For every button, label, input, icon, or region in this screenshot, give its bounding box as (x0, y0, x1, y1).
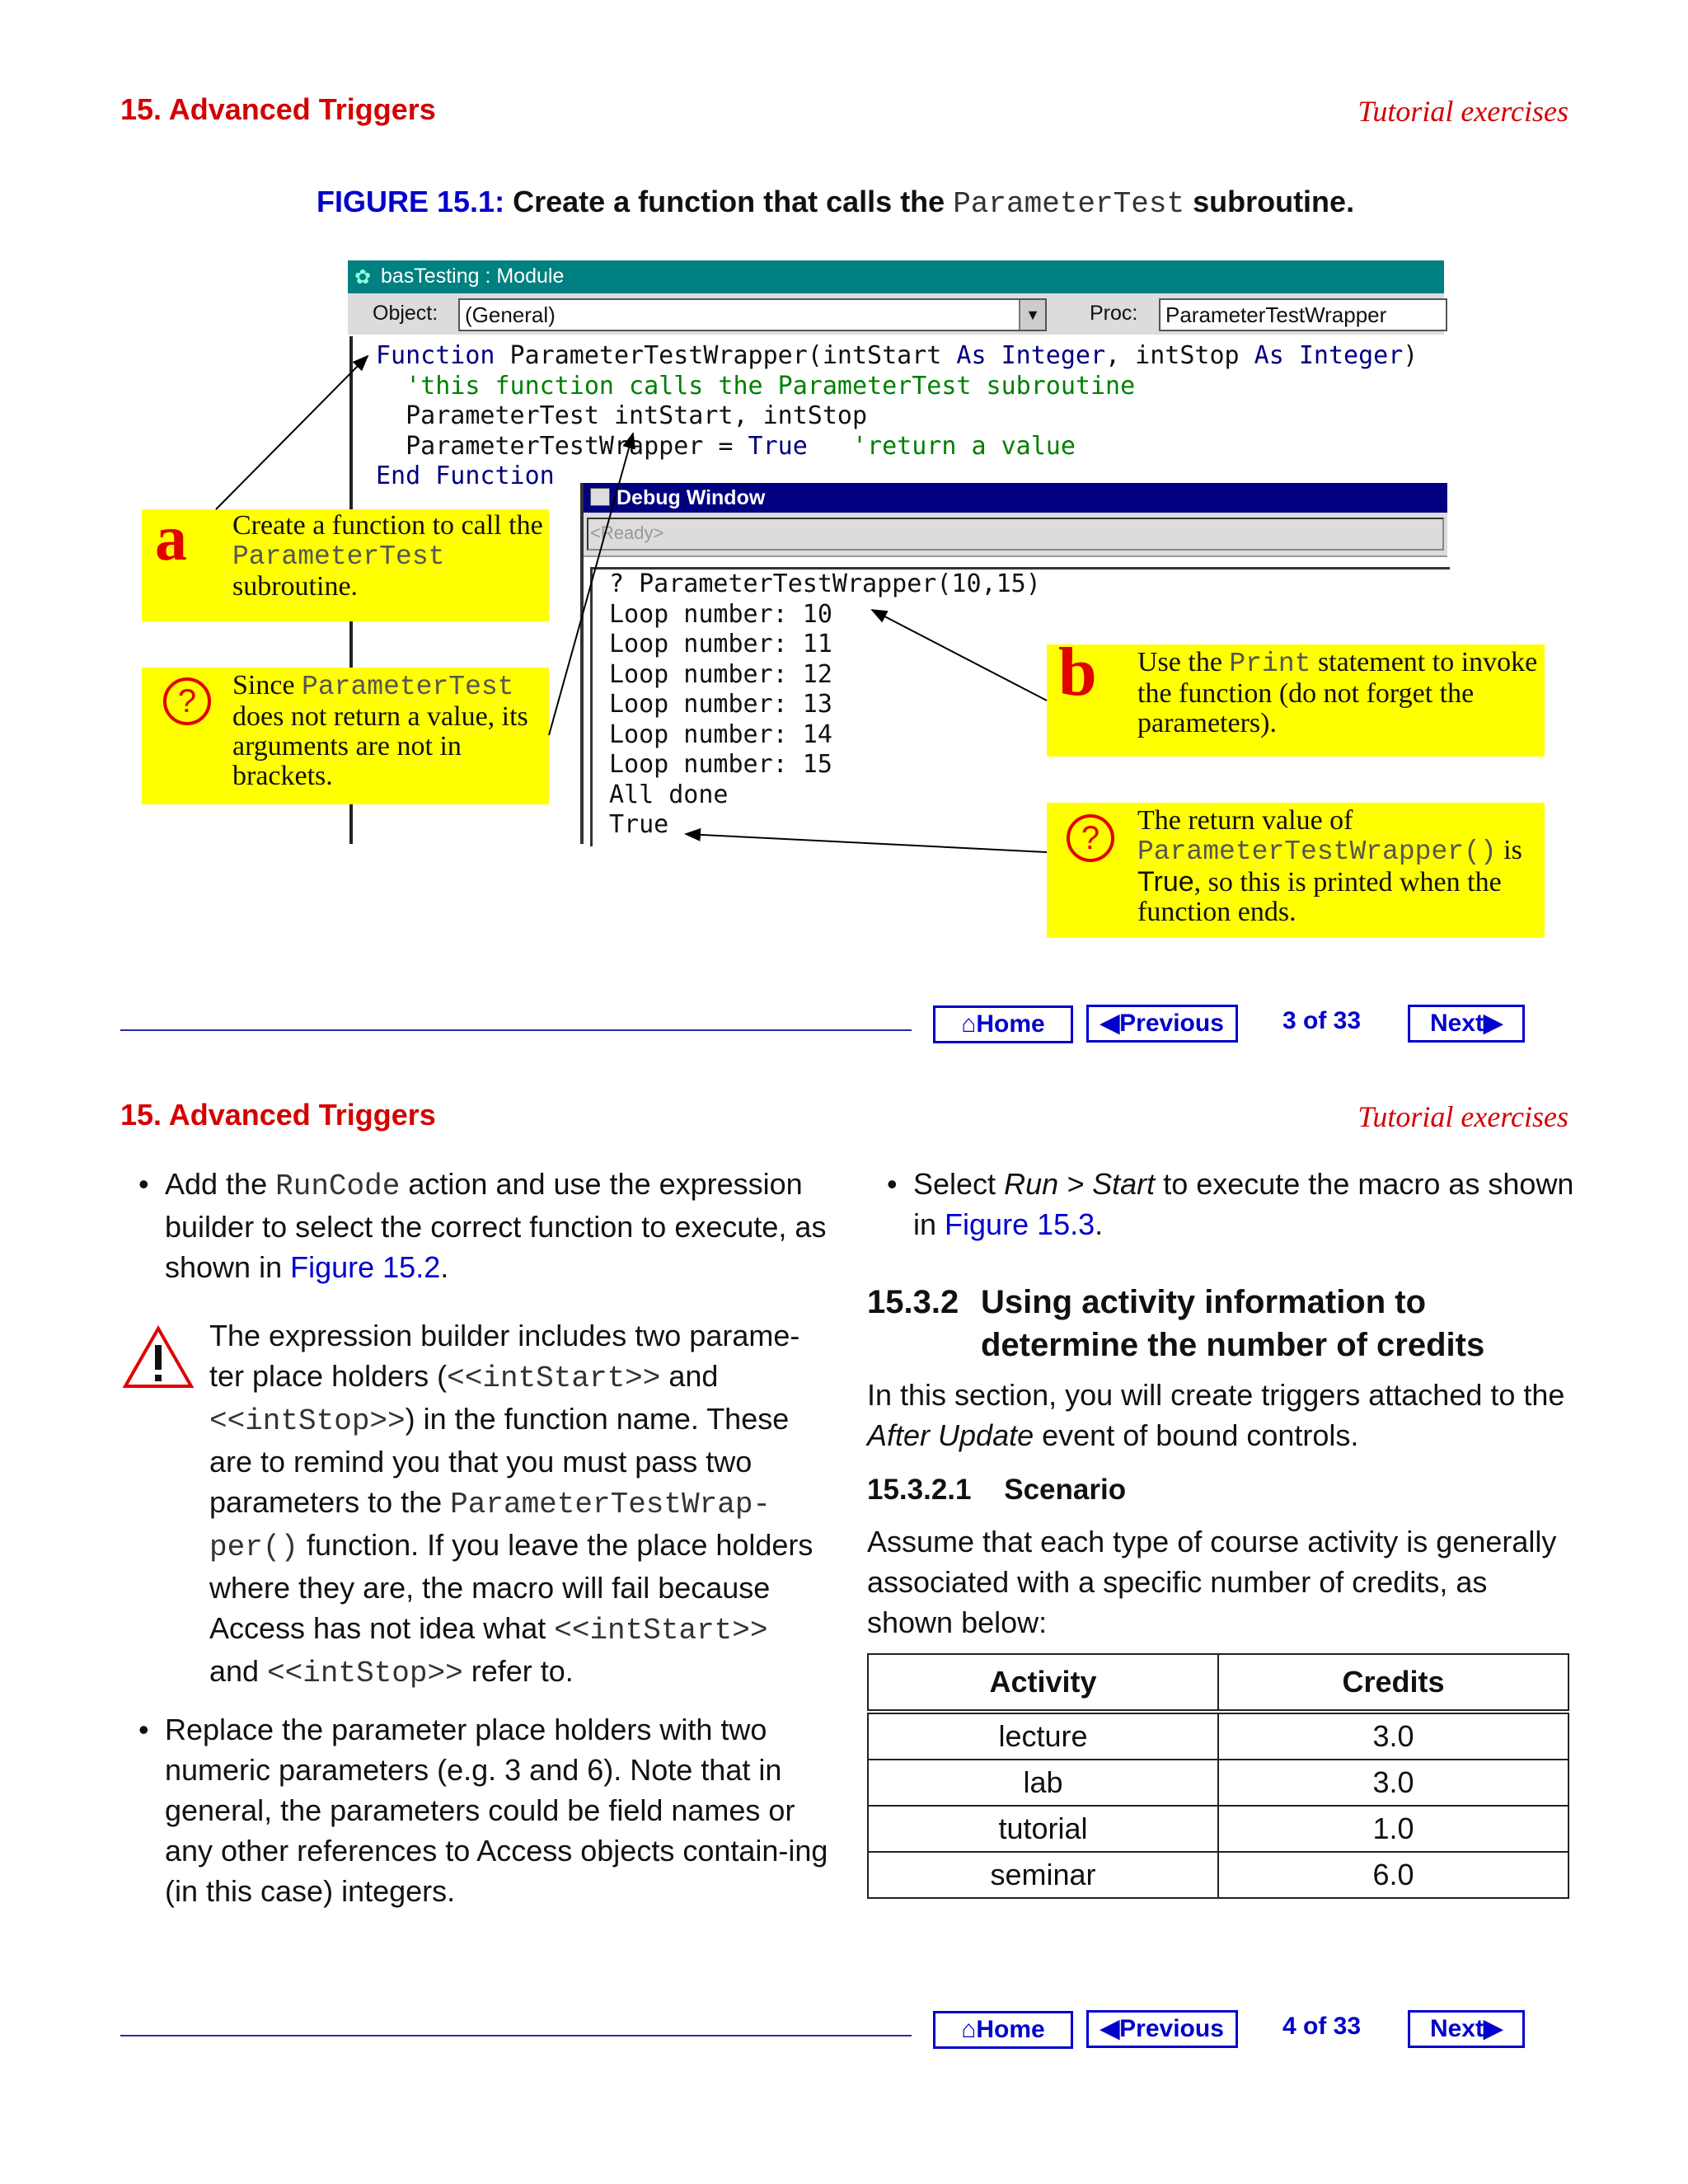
column-header: Credits (1218, 1654, 1568, 1712)
callout-text: Since (232, 670, 295, 701)
warning-part: refer to. (462, 1654, 574, 1688)
triangle-right-icon: ▶ (1483, 1010, 1503, 1037)
previous-button[interactable] (1086, 1005, 1238, 1043)
para-text: event of bound controls. (1042, 1418, 1359, 1452)
home-button[interactable] (933, 1005, 1073, 1043)
callout-text: statement to invoke the function (do not forget the parameters). (1137, 647, 1538, 738)
credits-cell: 3.0 (1218, 1760, 1568, 1806)
credits-table (867, 1653, 1569, 1899)
code-comment: 'return a value (807, 431, 1076, 461)
inline-code: <<intStop>> (267, 1657, 463, 1690)
debug-line: ? ParameterTestWrapper(10,15) (609, 569, 1041, 598)
object-label: Object: (373, 302, 438, 325)
credits-cell: 3.0 (1218, 1712, 1568, 1760)
module-title: basTesting : Module (381, 265, 565, 288)
figure-code: ParameterTest (953, 187, 1185, 221)
callout-code: ParameterTest (302, 672, 514, 702)
debug-line: True (609, 810, 669, 839)
home-label: Home (976, 1010, 1045, 1038)
code-keyword: As Integer (956, 341, 1106, 370)
activity-cell: tutorial (868, 1806, 1218, 1852)
callout-a-letter: a (155, 502, 187, 574)
bullet-dot: • (887, 1167, 898, 1201)
bullet-replace (138, 1709, 831, 1911)
next-label: Next (1429, 1010, 1484, 1037)
callout-text: , so this is printed when the function ends. (1137, 867, 1502, 927)
home-icon: ⌂ (961, 2016, 977, 2043)
callout-arrows (0, 0, 1688, 989)
inline-code: <<intStart>> (447, 1361, 661, 1395)
inline-code: ParameterTestWrap-per() (209, 1488, 771, 1564)
subheading-number: 15.3.2.1 (867, 1474, 972, 1506)
bullet-dot: • (138, 1713, 149, 1746)
debug-status: <Ready> (590, 523, 664, 543)
event-name: After Update (867, 1418, 1034, 1452)
module-icon: ✿ (354, 266, 372, 288)
code-text: ParameterTestWrapper = (376, 431, 748, 461)
column-header: Activity (868, 1654, 1218, 1712)
section-title: 15. Advanced Triggers (120, 92, 436, 126)
bullet-dot: • (138, 1167, 149, 1201)
heading-number: 15.3.2 (867, 1284, 959, 1320)
code-keyword: End Function (376, 462, 555, 490)
code-keyword: As Integer (1254, 341, 1404, 370)
code-text: ) (1403, 341, 1418, 370)
callout-code: ParameterTest (232, 541, 445, 572)
inline-code: <<intStop>> (209, 1404, 406, 1438)
home-icon: ⌂ (961, 1010, 977, 1038)
bullet-text: Replace the parameter place holders with two numeric parameters (e.g. 3 and 6). Note that in general, the parameters could be field names or any other references to Access objects contain-ing (in this case) integers. (165, 1713, 828, 1908)
proc-value: ParameterTestWrapper (1165, 302, 1387, 327)
subheading-text: Scenario (1004, 1474, 1127, 1506)
object-value: (General) (465, 302, 556, 327)
proc-label: Proc: (1090, 302, 1138, 325)
code-keyword: Function (376, 341, 495, 370)
warning-icon (122, 1325, 195, 1390)
bullet-text: . (440, 1250, 449, 1284)
debug-line: All done (609, 780, 729, 809)
callout-true: True (1137, 866, 1194, 898)
arrow-a (216, 356, 368, 509)
arrow-q2 (686, 834, 1047, 852)
inline-code: <<intStart>> (554, 1614, 768, 1647)
bullet-text: Add the (165, 1167, 268, 1201)
table-header-row (868, 1654, 1568, 1712)
debug-line: Loop number: 14 (609, 719, 832, 749)
table-row (868, 1760, 1568, 1806)
table-row (868, 1852, 1568, 1898)
section-heading (867, 1281, 1576, 1366)
bullet-text: to execute the macro as shown in (913, 1167, 1574, 1241)
code-text: ParameterTest intStart, intStop (376, 401, 868, 430)
code-keyword: True (748, 431, 808, 461)
previous-label: Previous (1119, 2015, 1224, 2042)
warning-text (209, 1315, 819, 1694)
page-indicator: 3 of 33 (1282, 1007, 1362, 1034)
callout-text: subroutine. (232, 571, 359, 602)
question-icon: ? (1067, 814, 1114, 862)
home-button[interactable] (933, 2011, 1073, 2049)
figure-link[interactable]: Figure 15.3 (945, 1207, 1095, 1241)
heading-text: Using activity information to determine the number of credits (981, 1284, 1485, 1363)
warning-part: The expression builder includes two parame-ter place holders ( (209, 1319, 800, 1393)
warning-part: ) in the function name. These are to remind you that you must pass two parameters to the (209, 1402, 790, 1519)
code-text: , intStop (1105, 341, 1254, 370)
inline-code: RunCode (275, 1169, 401, 1203)
debug-line: Loop number: 11 (609, 630, 832, 658)
bullet-runcode (138, 1164, 831, 1287)
callout-code: Print (1229, 649, 1311, 679)
debug-line: Loop number: 12 (609, 659, 832, 689)
tutorial-label: Tutorial exercises (1357, 1100, 1568, 1133)
question-icon: ? (163, 677, 211, 725)
triangle-left-icon: ◀ (1100, 2015, 1120, 2042)
callout-code: ParameterTestWrapper() (1137, 837, 1497, 867)
activity-cell: lecture (868, 1712, 1218, 1760)
callout-text: Create a function to call the (232, 510, 543, 541)
paragraph-scenario: Assume that each type of course activity is generally associated with a specific number of credits, as shown below: (867, 1525, 1557, 1639)
callout-b-letter: b (1058, 634, 1097, 710)
debug-line: Loop number: 15 (609, 750, 832, 779)
credits-cell: 1.0 (1218, 1806, 1568, 1852)
triangle-left-icon: ◀ (1100, 1010, 1120, 1037)
credits-cell: 6.0 (1218, 1852, 1568, 1898)
arrow-b (872, 610, 1047, 701)
para-text: In this section, you will create triggers attached to the (867, 1378, 1565, 1412)
previous-label: Previous (1119, 1010, 1224, 1037)
bullet-run-start (887, 1164, 1579, 1244)
activity-cell: lab (868, 1760, 1218, 1806)
next-button[interactable] (1408, 1005, 1525, 1043)
figure-number: FIGURE 15.1: (316, 185, 505, 218)
debug-line: Loop number: 10 (609, 599, 832, 629)
figure-link[interactable]: Figure 15.2 (290, 1250, 441, 1284)
paragraph-intro (867, 1375, 1576, 1455)
code-text: ParameterTestWrapper(intStart (495, 341, 957, 370)
callout-text: Use the (1137, 647, 1222, 677)
next-label: Next (1429, 2015, 1484, 2042)
debug-title: Debug Window (617, 486, 766, 509)
section-title: 15. Advanced Triggers (120, 1098, 436, 1132)
callout-text: The return value of (1137, 805, 1353, 836)
arrow-q1 (549, 434, 633, 735)
next-button[interactable] (1408, 2010, 1525, 2048)
figure-suffix: subroutine. (1193, 185, 1355, 218)
code-comment: 'this function calls the ParameterTest subroutine (376, 371, 1136, 401)
callout-text: is (1503, 835, 1522, 865)
debug-line: Loop number: 13 (609, 690, 832, 719)
page-indicator: 4 of 33 (1282, 2013, 1362, 2040)
bullet-text: action and use the expression builder to select the correct function to execute, as shown in (165, 1167, 827, 1284)
bullet-text: . (1095, 1207, 1104, 1241)
activity-cell: seminar (868, 1852, 1218, 1898)
previous-button[interactable] (1086, 2010, 1238, 2048)
warning-part: function. If you leave the place holders where they are, the macro will fail because Access has not idea what (209, 1528, 814, 1645)
home-label: Home (976, 2016, 1045, 2043)
callout-text: does not return a value, its arguments are not in brackets. (232, 701, 528, 791)
subsection-heading (867, 1474, 1126, 1507)
dropdown-arrow-icon[interactable]: ▼ (1019, 300, 1045, 330)
menu-path: Run > Start (1004, 1167, 1156, 1201)
figure-text: Create a function that calls the (513, 185, 945, 218)
warning-part: and (209, 1654, 268, 1688)
warning-part: and (660, 1359, 719, 1393)
nav-divider (120, 2035, 912, 2036)
bullet-text: Select (913, 1167, 996, 1201)
triangle-right-icon: ▶ (1483, 2015, 1503, 2042)
tutorial-label: Tutorial exercises (1357, 95, 1568, 128)
table-row (868, 1712, 1568, 1760)
table-row (868, 1806, 1568, 1852)
nav-divider (120, 1029, 912, 1031)
